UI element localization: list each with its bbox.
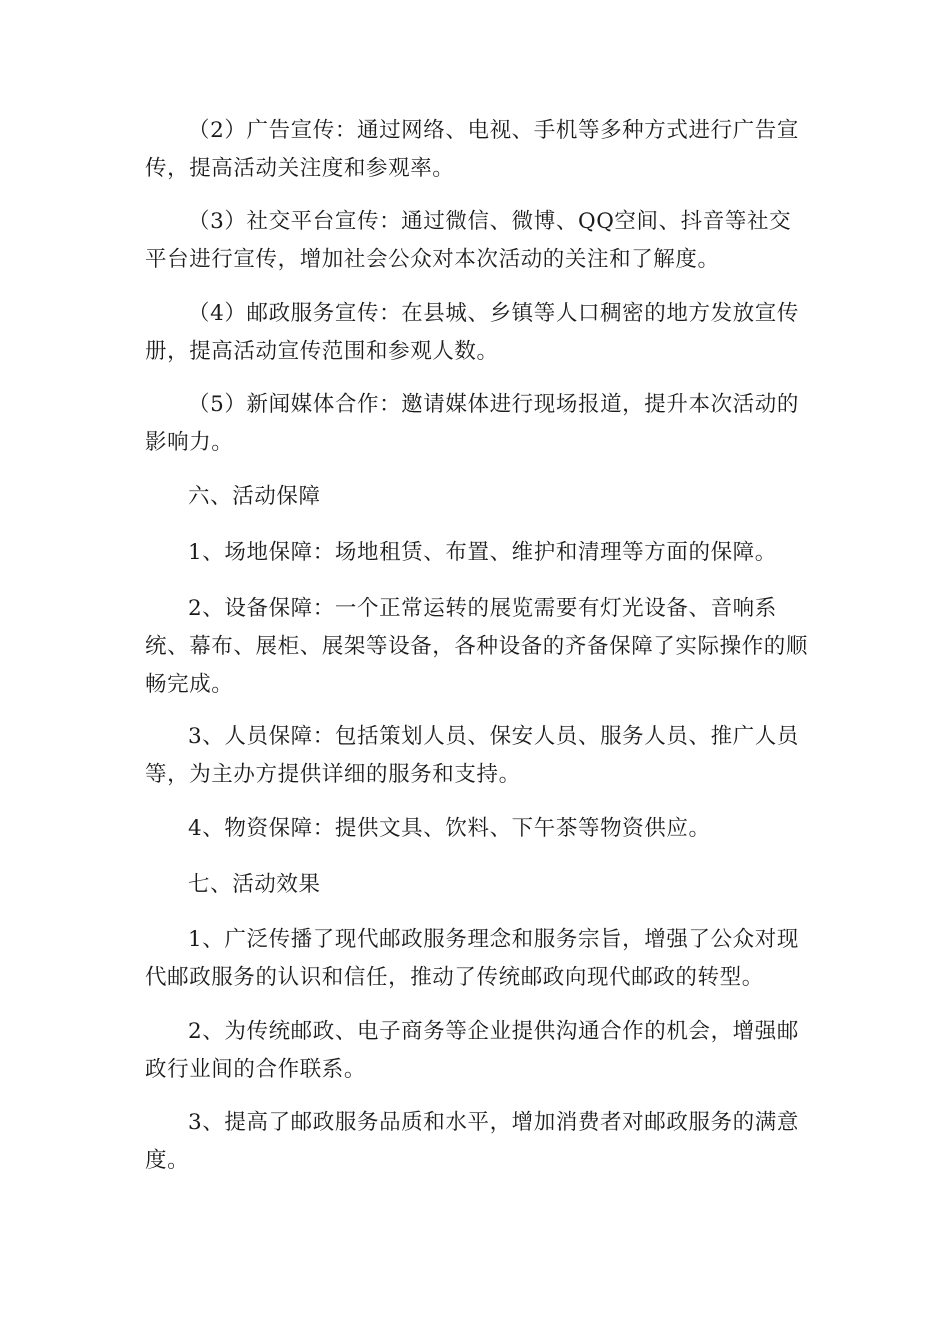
paragraph-ad-promotion: （2）广告宣传：通过网络、电视、手机等多种方式进行广告宣传，提高活动关注度和参观率。 <box>145 118 799 181</box>
section-heading-activity-effect: 七、活动效果 <box>188 872 321 897</box>
paragraph-personnel-guarantee: 3、人员保障：包括策划人员、保安人员、服务人员、推广人员等，为主办方提供详细的服务和支持。 <box>145 724 799 787</box>
paragraph-supplies-guarantee: 4、物资保障：提供文具、饮料、下午茶等物资供应。 <box>188 816 711 841</box>
paragraph-effect-2: 2、为传统邮政、电子商务等企业提供沟通合作的机会，增强邮政行业间的合作联系。 <box>145 1019 799 1082</box>
paragraph-effect-3: 3、提高了邮政服务品质和水平，增加消费者对邮政服务的满意度。 <box>145 1110 799 1173</box>
paragraph-postal-service-promotion: （4）邮政服务宣传：在县城、乡镇等人口稠密的地方发放宣传册，提高活动宣传范围和参观人数。 <box>145 301 799 364</box>
section-heading-activity-guarantee: 六、活动保障 <box>188 484 321 509</box>
paragraph-venue-guarantee: 1、场地保障：场地租赁、布置、维护和清理等方面的保障。 <box>188 540 777 565</box>
paragraph-effect-1: 1、广泛传播了现代邮政服务理念和服务宗旨，增强了公众对现代邮政服务的认识和信任，推动了传统邮政向现代邮政的转型。 <box>145 927 799 990</box>
paragraph-equipment-guarantee: 2、设备保障：一个正常运转的展览需要有灯光设备、音响系统、幕布、展柜、展架等设备，各种设备的齐备保障了实际操作的顺畅完成。 <box>145 596 809 697</box>
paragraph-news-media: （5）新闻媒体合作：邀请媒体进行现场报道，提升本次活动的影响力。 <box>145 392 799 455</box>
paragraph-social-platform: （3）社交平台宣传：通过微信、微博、QQ空间、抖音等社交平台进行宣传，增加社会公众对本次活动的关注和了解度。 <box>145 209 792 272</box>
